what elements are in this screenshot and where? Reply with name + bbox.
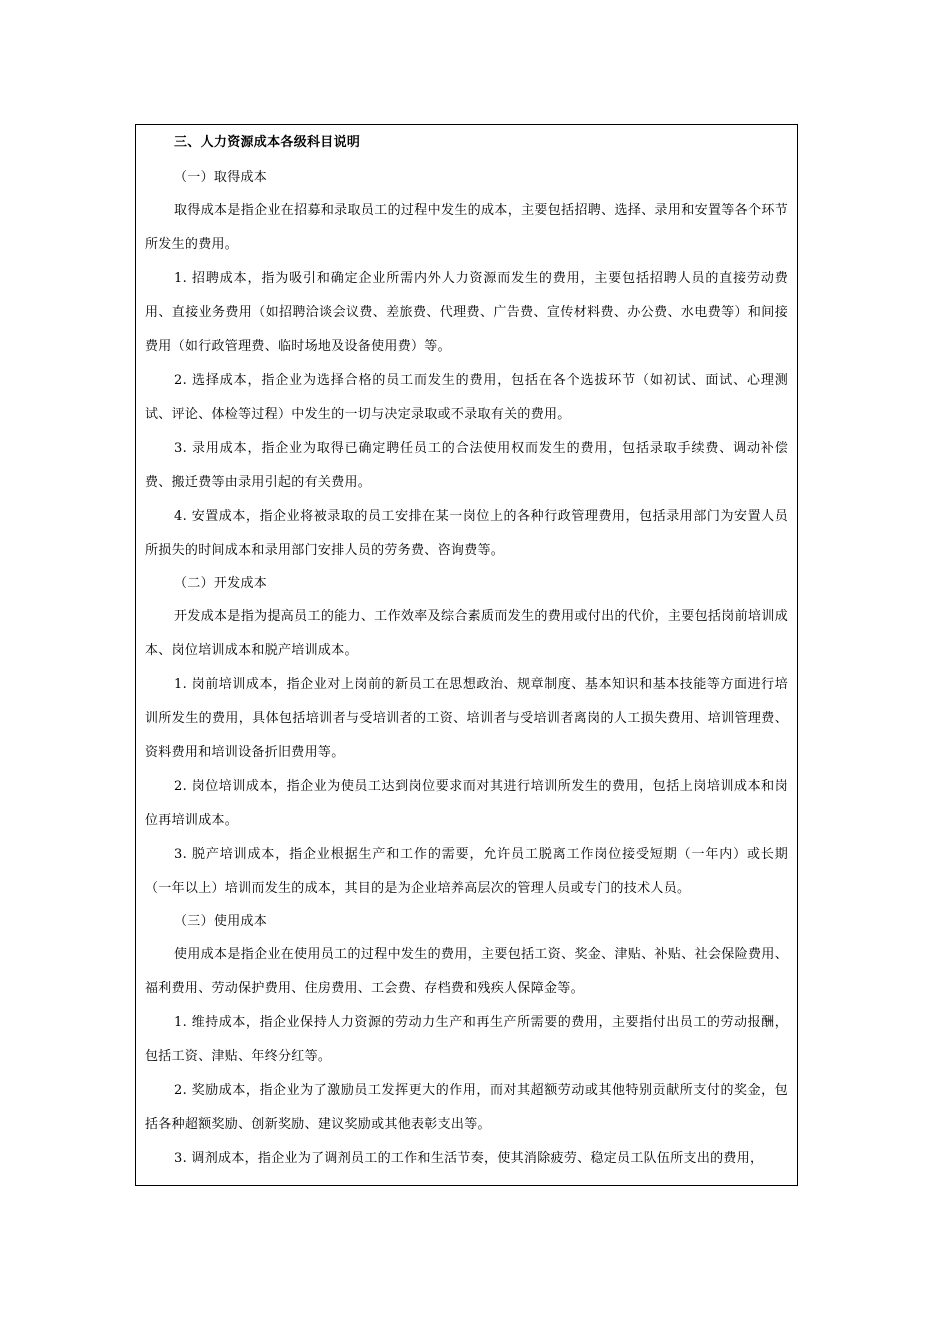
section-heading-acquisition: （一）取得成本 <box>174 170 268 185</box>
paragraph: 4. 安置成本，指企业将被录取的员工安排在某一岗位上的各种行政管理费用，包括录用部门为安置人员所损失的时间成本和录用部门安排人员的劳务费、咨询费等。 <box>145 509 788 558</box>
paragraph: 3. 录用成本，指企业为取得已确定聘任员工的合法使用权而发生的费用，包括录取手续费、调动补偿费、搬迁费等由录用引起的有关费用。 <box>145 441 788 490</box>
paragraph: 3. 调剂成本，指企业为了调剂员工的工作和生活节奏，使其消除疲劳、稳定员工队伍所支出的费用， <box>174 1151 764 1166</box>
paragraph: 2. 选择成本，指企业为选择合格的员工而发生的费用，包括在各个选拔环节（如初试、面试、心理测试、评论、体检等过程）中发生的一切与决定录取或不录取有关的费用。 <box>145 373 788 422</box>
paragraph: 2. 岗位培训成本，指企业为使员工达到岗位要求而对其进行培训所发生的费用，包括上岗培训成本和岗位再培训成本。 <box>145 779 788 828</box>
section-heading-development: （二）开发成本 <box>174 576 268 591</box>
paragraph: 3. 脱产培训成本，指企业根据生产和工作的需要，允许员工脱离工作岗位接受短期（一年内）或长期（一年以上）培训而发生的成本，其目的是为企业培养高层次的管理人员或专门的技术人员。 <box>145 847 788 896</box>
paragraph: 1. 维持成本，指企业保持人力资源的劳动力生产和再生产所需要的费用，主要指付出员工的劳动报酬，包括工资、津贴、年终分红等。 <box>145 1015 788 1064</box>
section-heading-usage: （三）使用成本 <box>174 914 268 929</box>
paragraph: 开发成本是指为提高员工的能力、工作效率及综合素质而发生的费用或付出的代价，主要包括岗前培训成本、岗位培训成本和脱产培训成本。 <box>145 609 788 658</box>
document-body <box>145 130 788 1176</box>
paragraph: 1. 招聘成本，指为吸引和确定企业所需内外人力资源而发生的费用，主要包括招聘人员的直接劳动费用、直接业务费用（如招聘洽谈会议费、差旅费、代理费、广告费、宣传材料费、办公费、水电费等）和间接费用（如行政管理费、临时场地及设备使用费）等。 <box>145 271 788 354</box>
paragraph: 2. 奖励成本，指企业为了激励员工发挥更大的作用，而对其超额劳动或其他特别贡献所支付的奖金，包括各种超额奖励、创新奖励、建议奖励或其他表彰支出等。 <box>145 1083 788 1132</box>
paragraph: 1. 岗前培训成本，指企业对上岗前的新员工在思想政治、规章制度、基本知识和基本技能等方面进行培训所发生的费用，具体包括培训者与受培训者的工资、培训者与受培训者离岗的人工损失费用、培训管理费、资料费用和培训设备折旧费用等。 <box>145 677 788 760</box>
paragraph: 取得成本是指企业在招募和录取员工的过程中发生的成本，主要包括招聘、选择、录用和安置等各个环节所发生的费用。 <box>145 203 788 252</box>
document-frame <box>135 124 798 1186</box>
paragraph: 使用成本是指企业在使用员工的过程中发生的费用，主要包括工资、奖金、津贴、补贴、社会保险费用、福利费用、劳动保护费用、住房费用、工会费、存档费和残疾人保障金等。 <box>145 947 788 996</box>
document-title: 三、人力资源成本各级科目说明 <box>174 135 361 150</box>
